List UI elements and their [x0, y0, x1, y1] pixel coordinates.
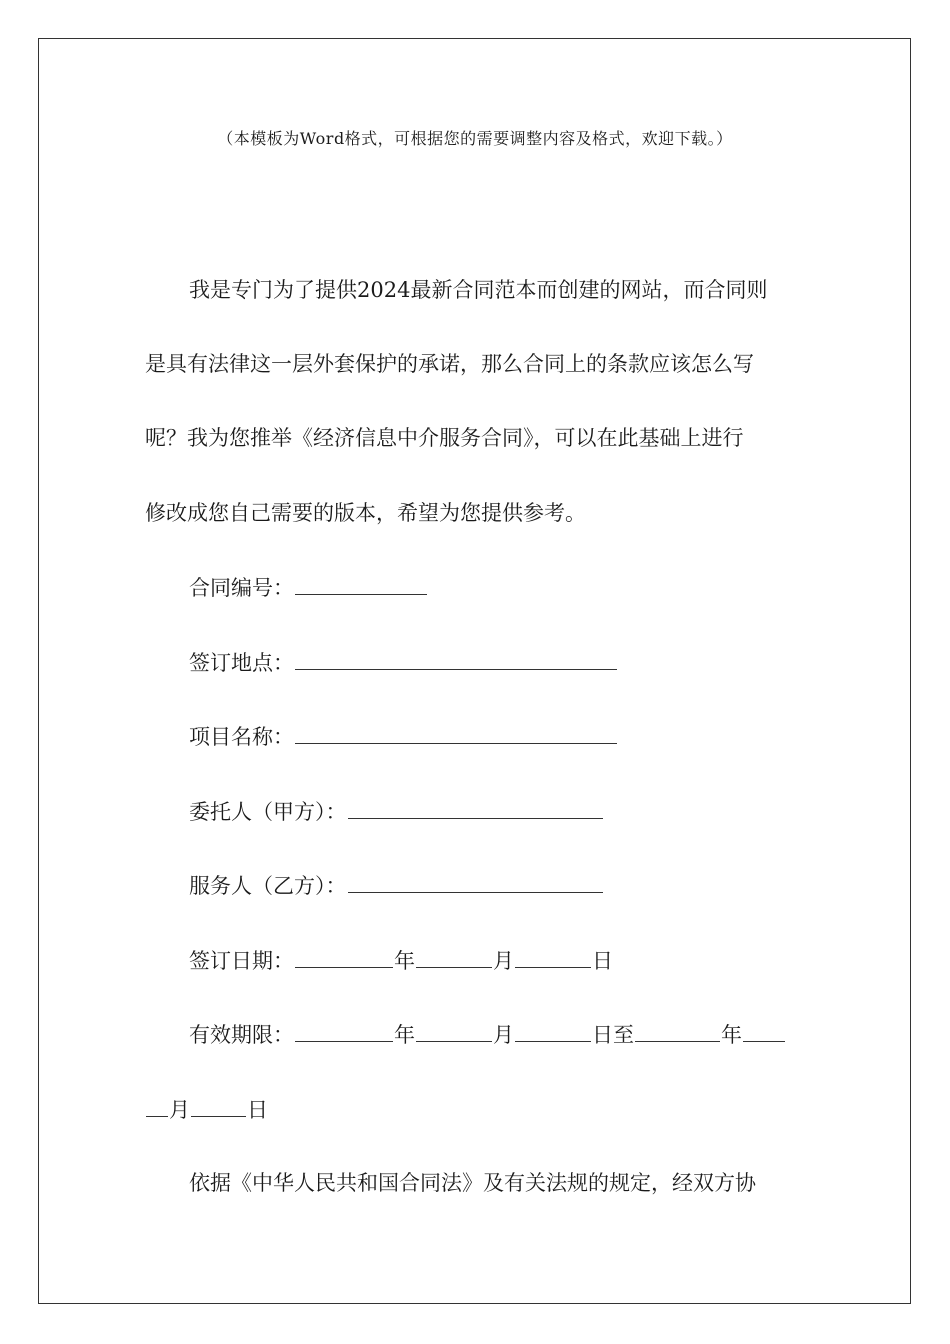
sign-date-row	[189, 945, 613, 976]
sign-date-month-blank[interactable]	[416, 945, 492, 968]
valid-end-day-blank[interactable]	[191, 1094, 246, 1117]
valid-end-day-unit: 日	[247, 1098, 268, 1122]
sign-date-year-unit: 年	[394, 949, 415, 973]
valid-start-day-blank[interactable]	[515, 1019, 591, 1042]
closing-line: 依据《中华人民共和国合同法》及有关法规的规定，经双方协	[189, 1171, 756, 1195]
valid-end-year-unit: 年	[721, 1023, 742, 1047]
valid-end-month-unit: 月	[169, 1098, 190, 1122]
party-a-blank[interactable]	[348, 796, 603, 819]
contract-no-blank[interactable]	[295, 572, 427, 595]
valid-period-label: 有效期限：	[189, 1023, 294, 1047]
party-b-label: 服务人（乙方）：	[189, 874, 347, 898]
sign-place-blank[interactable]	[295, 647, 617, 670]
party-b-blank[interactable]	[348, 870, 603, 893]
sign-date-month-unit: 月	[493, 949, 514, 973]
sign-date-label: 签订日期：	[189, 949, 294, 973]
project-name-label: 项目名称：	[189, 725, 294, 749]
contract-no-label: 合同编号：	[189, 576, 294, 600]
valid-period-row-cont	[145, 1094, 268, 1125]
valid-end-year-blank[interactable]	[635, 1019, 720, 1042]
intro-line-1: 我是专门为了提供2024最新合同范本而创建的网站，而合同则	[189, 278, 768, 302]
sign-date-day-unit: 日	[592, 949, 613, 973]
valid-end-month-blank-start[interactable]	[743, 1019, 785, 1042]
project-name-blank[interactable]	[295, 721, 617, 744]
sign-place-label: 签订地点：	[189, 651, 294, 675]
sign-place-row	[189, 647, 618, 678]
valid-end-month-blank-end[interactable]	[146, 1094, 168, 1117]
party-a-row	[189, 796, 604, 827]
valid-start-month-blank[interactable]	[416, 1019, 492, 1042]
project-name-row	[189, 721, 618, 752]
sign-date-year-blank[interactable]	[295, 945, 393, 968]
party-b-row	[189, 870, 604, 901]
valid-start-month-unit: 月	[493, 1023, 514, 1047]
intro-line-3: 呢？我为您推举《经济信息中介服务合同》，可以在此基础上进行	[145, 426, 744, 450]
contract-no-row	[189, 572, 428, 603]
valid-start-year-blank[interactable]	[295, 1019, 393, 1042]
party-a-label: 委托人（甲方）：	[189, 800, 347, 824]
intro-line-2: 是具有法律这一层外套保护的承诺，那么合同上的条款应该怎么写	[145, 352, 754, 376]
valid-start-day-to-unit: 日至	[592, 1023, 634, 1047]
valid-start-year-unit: 年	[394, 1023, 415, 1047]
intro-line-4: 修改成您自己需要的版本，希望为您提供参考。	[145, 501, 586, 525]
valid-period-row	[189, 1019, 786, 1050]
sign-date-day-blank[interactable]	[515, 945, 591, 968]
template-note: （本模板为Word格式，可根据您的需要调整内容及格式，欢迎下载。）	[217, 129, 733, 148]
